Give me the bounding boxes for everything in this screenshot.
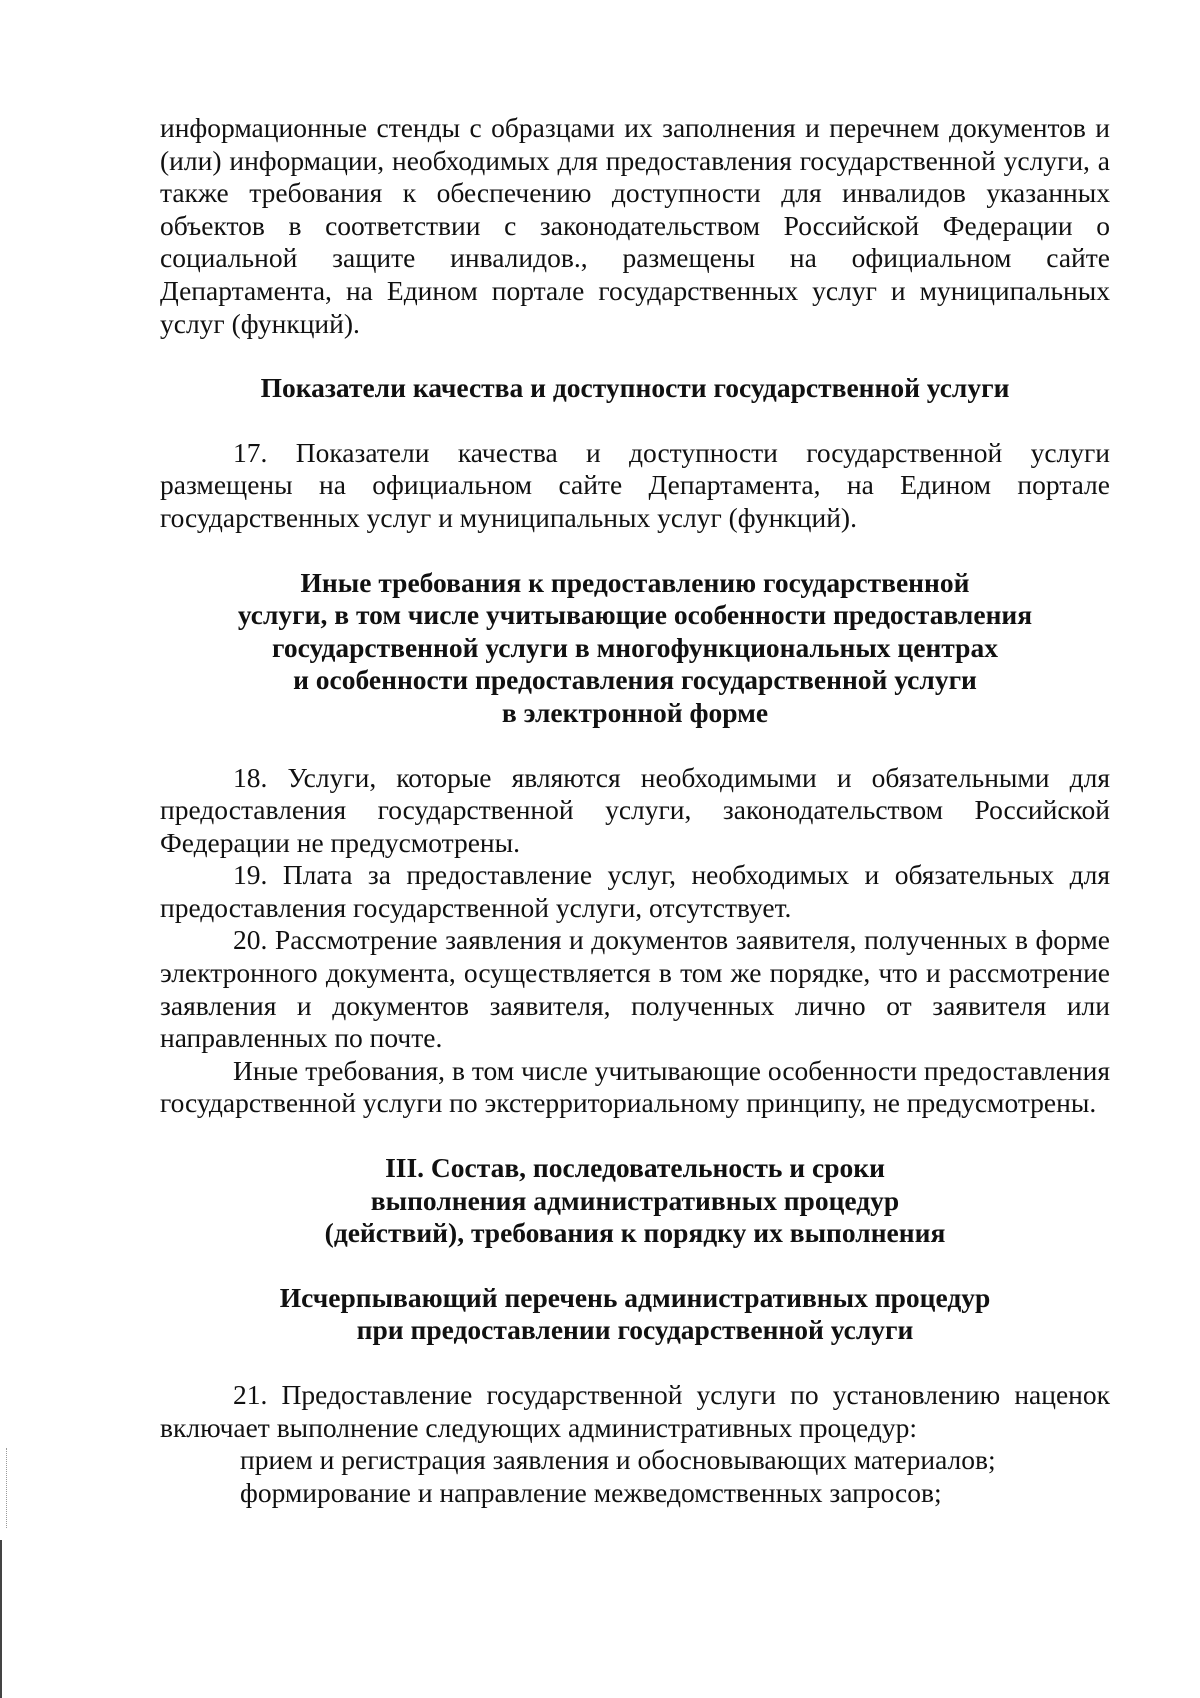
heading-other-requirements — [160, 567, 1110, 730]
heading-line: и особенности предоставления государственной услуги — [293, 664, 977, 696]
heading-procedures-list — [160, 1282, 1110, 1347]
heading-quality — [160, 372, 1110, 405]
heading-quality-text: Показатели качества и доступности государственной услуги — [260, 372, 1010, 404]
paragraph-19: 19. Плата за предоставление услуг, необходимых и обязательных для предоставления государственной услуги, отсутствует. — [160, 859, 1110, 923]
heading-line: при предоставлении государственной услуги — [356, 1314, 914, 1346]
paragraph-17: 17. Показатели качества и доступности государственной услуги размещены на официальном сайте Департамента, на Едином портале государственных услуг и муниципальных услуг (функций). — [160, 436, 1110, 533]
heading-line: III. Состав, последовательность и сроки — [385, 1152, 885, 1184]
paragraph-20-other: Иные требования, в том числе учитывающие особенности предоставления государственной услуги по экстерриториальному принципу, не предусмотрены. — [160, 1054, 1110, 1119]
list-item: формирование и направление межведомственных запросов; — [240, 1476, 942, 1508]
heading-line: Иные требования к предоставлению государственной — [300, 566, 970, 598]
scan-margin-marks — [6, 1448, 8, 1528]
scan-edge-line — [0, 1540, 2, 1698]
heading-line: Исчерпывающий перечень административных процедур — [279, 1281, 991, 1313]
paragraph-18: 18. Услуги, которые являются необходимыми и обязательными для предоставления государственной услуги, законодательством Российской Федерации не предусмотрены. — [160, 761, 1110, 858]
document-page — [160, 112, 1110, 1509]
heading-line: выполнения административных процедур — [370, 1184, 900, 1216]
paragraph-21: 21. Предоставление государственной услуги по установлению наценок включает выполнение следующих административных процедур: — [160, 1379, 1110, 1443]
paragraph-20: 20. Рассмотрение заявления и документов заявителя, полученных в форме электронного документа, осуществляется в том же порядке, что и рассмотрение заявления и документов заявителя, полученных лично от заявителя или направленных по почте. — [160, 924, 1110, 1054]
intro-paragraph: информационные стенды с образцами их заполнения и перечнем документов и (или) информации, необходимых для предоставления государственной услуги, а также требования к обеспечению доступности для инвалидов указанных объектов в соответствии с законодательством Российской Федерации о социальной защите инвалидов., размещены на официальном сайте Департамента, на Едином портале государственных услуг и муниципальных услуг (функций). — [160, 112, 1110, 339]
heading-section-three — [160, 1152, 1110, 1250]
heading-line: в электронной форме — [501, 696, 769, 728]
heading-line: услуги, в том числе учитывающие особенности предоставления — [237, 599, 1033, 631]
heading-line: (действий), требования к порядку их выполнения — [324, 1217, 946, 1249]
list-item: прием и регистрация заявления и обосновывающих материалов; — [240, 1444, 996, 1476]
heading-line: государственной услуги в многофункциональных центрах — [272, 631, 998, 663]
